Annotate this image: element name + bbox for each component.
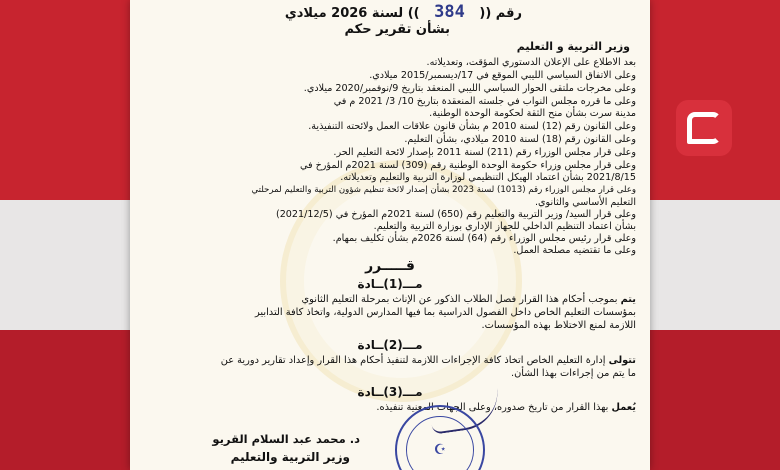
signatory-name: د. محمد عبد السلام القريو	[212, 432, 360, 446]
issuer-title: وزير التربية و التعليم	[516, 40, 630, 53]
preamble-line: وعلى قرار مجلس الوزراء رقم (1013) لسنة 2023 بشأن إصدار لائحة تنظيم شؤون التربية والتعليم لمرحلتي	[251, 185, 636, 195]
article-3-lead: يُعمل	[611, 402, 636, 413]
preamble-line: بعد الاطلاع على الإعلان الدستوري المؤقت، وتعديلاته.	[426, 57, 636, 68]
article-1-line: بمؤسسات التعليم الخاص داخل الفصول الدراسية بما فيها المدارس الدولية، واتخاذ كافة التدابير	[255, 307, 636, 318]
brand-logo-icon	[676, 100, 732, 156]
article-1-title: مـــ(1)ــادة	[357, 277, 423, 291]
article-2-line: ما يتم من إجراءات بهذا الشأن.	[510, 368, 636, 379]
preamble-line: وعلى ما قرره مجلس النواب في جلسته المنعقدة بتاريخ 10/ 3/ 2021 م في	[333, 96, 636, 107]
article-3-line: يُعمل بهذا القرار من تاريخ صدوره، وعلى الجهات المعنية تنفيذه.	[376, 402, 636, 413]
signatory-title: وزير التربية والتعليم	[230, 450, 350, 464]
star-crescent-icon: ☪	[433, 442, 447, 458]
preamble-line: التعليم الأساسي والثانوي.	[534, 197, 636, 208]
decree-subject: بشأن تقرير حكم	[344, 22, 450, 37]
preamble-line: 2021/8/15 بشأن اعتماد الهيكل التنظيمي لوزارة التربية والتعليم وتعديلاته.	[340, 172, 636, 183]
article-1-line: اللازمة لمنع الاختلاط بهذه المؤسسات.	[481, 320, 636, 331]
article-1-lead: يتم	[620, 294, 636, 305]
preamble-line: وعلى الاتفاق السياسي الليبي الموقع في 17/ديسمبر/2015 ميلادي.	[369, 70, 636, 81]
preamble-line: وعلى ما تقتضيه مصلحة العمل.	[513, 245, 636, 256]
preamble-line: وعلى قرار رئيس مجلس الوزراء رقم (64) لسنة 2026م بشأن تكليف بمهام.	[332, 233, 636, 244]
decree-number-value: 384	[434, 2, 465, 22]
preamble-line: وعلى مخرجات ملتقى الحوار السياسي الليبي المنعقد بتاريخ 9/نوفمبر/2020 ميلادي.	[303, 83, 636, 94]
preamble-line: وعلى القانون رقم (12) لسنة 2010 م بشأن قانون علاقات العمل ولائحته التنفيذية.	[308, 121, 636, 132]
article-2-line: تتولى إدارة التعليم الخاص اتخاذ كافة الإجراءات اللازمة لتنفيذ أحكام هذا القرار وإعداد تقارير دورية عن	[220, 355, 636, 366]
article-1-line: يتم بموجب أحكام هذا القرار فصل الطلاب الذكور عن الإناث بمرحلة التعليم الثانوي	[301, 294, 636, 305]
preamble-line: وعلى قرار مجلس وزراء حكومة الوحدة الوطنية رقم (309) لسنة 2021م المؤرخ في	[299, 160, 636, 171]
decree-number-line	[285, 2, 522, 24]
preamble-line: بشأن اعتماد التنظيم الداخلي للجهاز الإداري بوزارة التربية والتعليم.	[373, 221, 636, 232]
preamble-line: وعلى القانون رقم (18) لسنة 2010 ميلادي، بشأن التعليم.	[404, 134, 636, 145]
decree-number-suffix: )) لسنة 2026 ميلادي	[284, 6, 420, 21]
preamble-line: وعلى قرار السيد/ وزير التربية والتعليم رقم (650) لسنة 2021م المؤرخ في (2021/12/5)	[275, 209, 636, 220]
decision-heading: قـــــرر	[365, 258, 415, 274]
decree-document	[130, 0, 650, 470]
decree-number-prefix: رقم ((	[479, 6, 522, 21]
preamble-line: مدينة سرت بشأن منح الثقة لحكومة الوحدة الوطنية.	[429, 108, 636, 119]
article-3-title: مـــ(3)ــادة	[357, 385, 423, 399]
article-2-lead: تتولى	[608, 355, 636, 366]
preamble-line: وعلى قرار مجلس الوزراء رقم (211) لسنة 2011 بإصدار لائحة التعليم الحر.	[333, 147, 636, 158]
article-2-title: مـــ(2)ــادة	[357, 338, 423, 352]
